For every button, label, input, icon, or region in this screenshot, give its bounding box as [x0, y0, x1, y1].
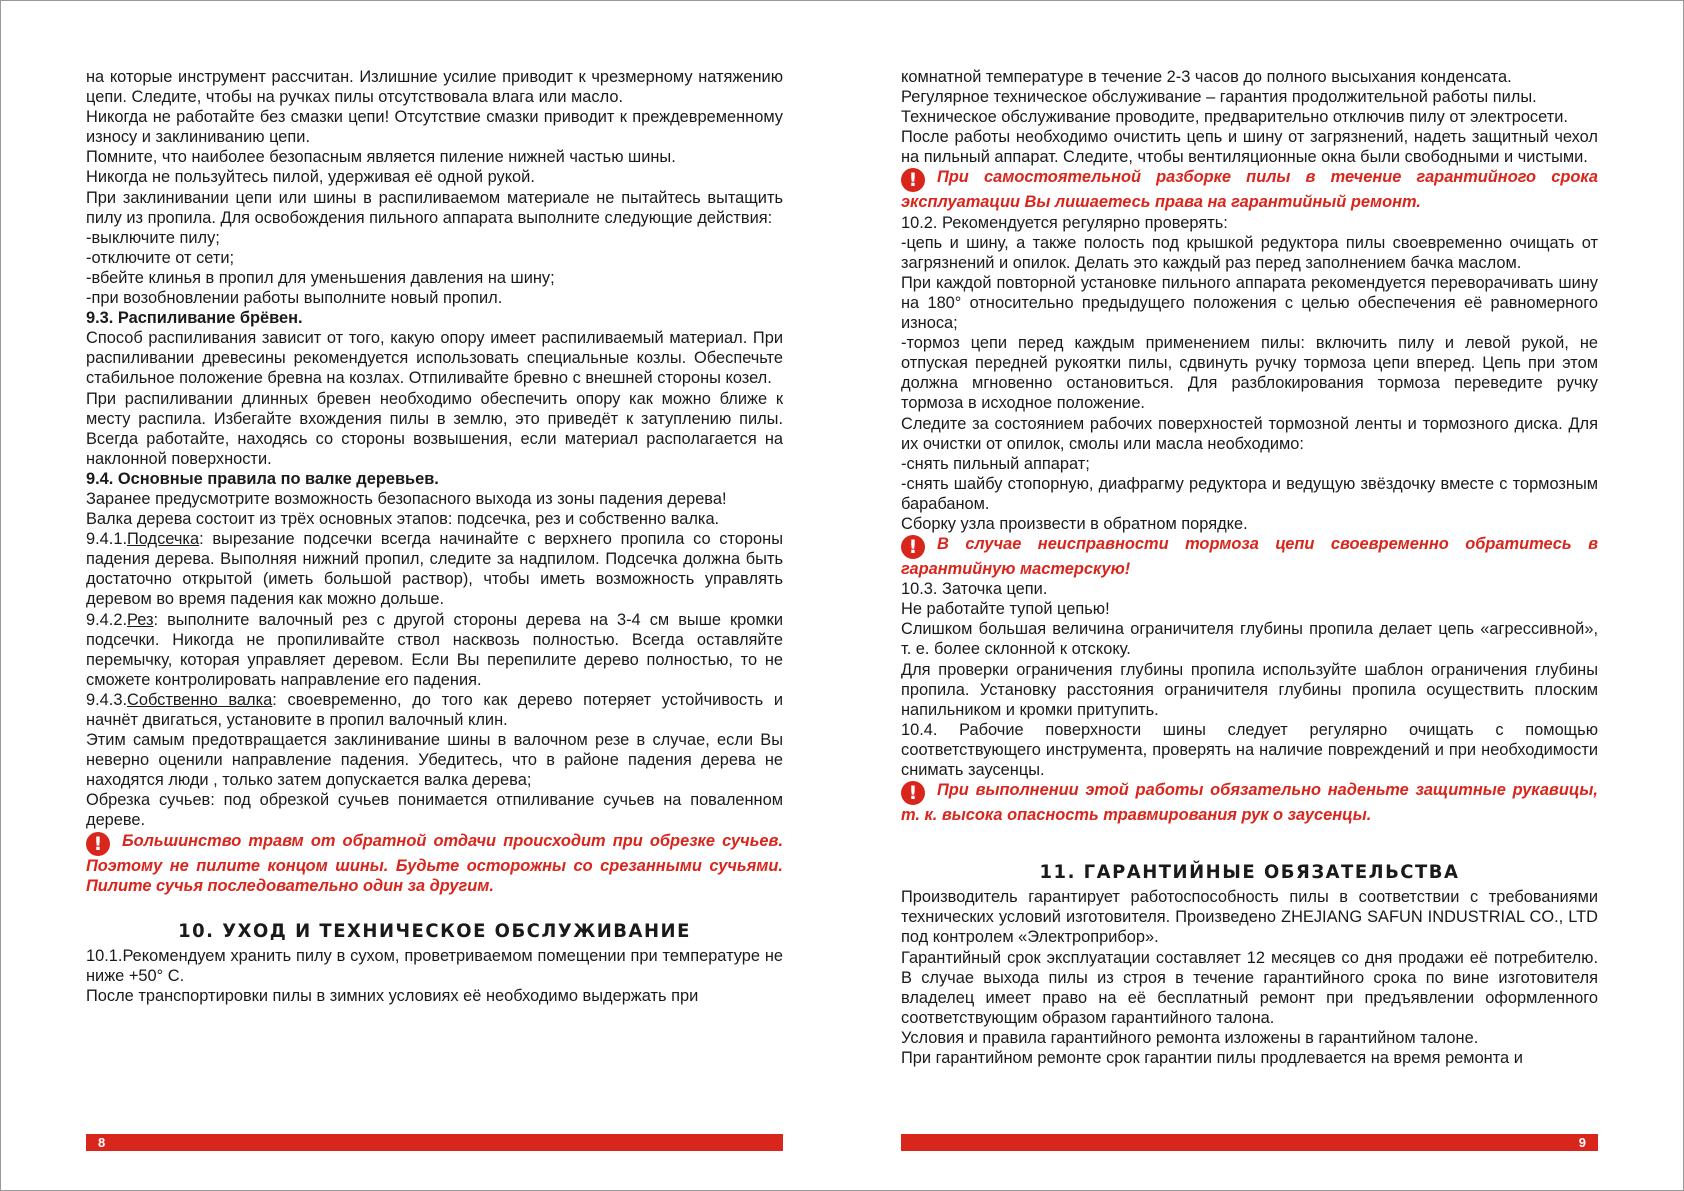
- paragraph: Гарантийный срок эксплуатации составляет 12 месяцев со дня продажи её потребителю. В случае выхода пилы из строя в течение гарантийного срока по вине изготовителя владелец имеет право на её бесплатный ремонт при предъявлении оформленного соответствующим образом гарантийного талона.: [901, 948, 1598, 1027]
- warning-note: [86, 831, 783, 896]
- paragraph: Условия и правила гарантийного ремонта изложены в гарантийном талоне.: [901, 1028, 1479, 1047]
- paragraph: 10.2. Рекомендуется регулярно проверять:: [901, 213, 1228, 232]
- warning-text: При самостоятельной разборке пилы в течение гарантийного срока эксплуатации Вы лишаетесь права на гарантийный ремонт.: [901, 168, 1598, 212]
- subsection-heading-9-4: 9.4. Основные правила по валке деревьев.: [86, 469, 439, 488]
- warning-text: При выполнении этой работы обязательно наденьте защитные рукавицы, т. к. высока опасность травмирования рук о заусенцы.: [901, 781, 1598, 825]
- item-text: : выполните валочный рез с другой стороны дерева на 3-4 см выше кромки подсечки. Никогда не пропиливайте ствол насквозь полностью. Всегда оставляйте перемычку, которая управляет деревом. Если Вы перепилите дерево полностью, то не сможете контролировать направление его падения.: [86, 610, 783, 689]
- list-item: -вбейте клинья в пропил для уменьшения давления на шину;: [86, 268, 555, 287]
- list-item: -при возобновлении работы выполните новый пропил.: [86, 289, 503, 308]
- paragraph: После работы необходимо очистить цепь и шину от загрязнений, надеть защитный чехол на пильный аппарат. Следите, чтобы вентиляционные окна были свободными и чистыми.: [901, 128, 1598, 167]
- item-number: 9.4.3.: [86, 690, 128, 709]
- paragraph: После транспортировки пилы в зимних условиях её необходимо выдержать при: [86, 987, 699, 1006]
- paragraph: При гарантийном ремонте срок гарантии пилы продлевается на время ремонта и: [901, 1049, 1523, 1068]
- item-text: : вырезание подсечки всегда начинайте с верхнего пропила со стороны падения дерева. Выполняя нижний пропил, следите за надпилом. Подсечка должна быть достаточно открытой (иметь большой раствор), чтобы иметь возможность управлять деревом во время падения как можно дольше.: [86, 530, 783, 609]
- page-right: [901, 67, 1598, 1068]
- paragraph: Для проверки ограничения глубины пропила используйте шаблон ограничения глубины пропила. Установку расстояния ограничителя глубины пропила осуществить плоским напильником и кромки притупить.: [901, 660, 1598, 719]
- section-title-11: 11. ГАРАНТИЙНЫЕ ОБЯЗАТЕЛЬСТВА: [1039, 861, 1460, 884]
- paragraph: Техническое обслуживание проводите, предварительно отключив пилу от электросети.: [901, 108, 1568, 127]
- paragraph: Регулярное техническое обслуживание – гарантия продолжительной работы пилы.: [901, 88, 1537, 107]
- paragraph: -снять пильный аппарат;: [901, 454, 1090, 473]
- page-number: 8: [98, 1135, 106, 1150]
- paragraph: Обрезка сучьев: под обрезкой сучьев понимается отпиливание сучьев на поваленном дереве.: [86, 791, 783, 830]
- paragraph: -снять шайбу стопорную, диафрагму редуктора и ведущую звёздочку вместе с тормозным барабаном.: [901, 474, 1598, 513]
- paragraph: Никогда не пользуйтесь пилой, удерживая её одной рукой.: [86, 168, 535, 187]
- paragraph-9-4-3: [86, 690, 783, 730]
- warning-note: [901, 780, 1598, 825]
- footer-bar-left: [86, 1134, 783, 1151]
- paragraph: на которые инструмент рассчитан. Излишние усилие приводит к чрезмерному натяжению цепи. Следите, чтобы на ручках пилы отсутствовала влага или масло.: [86, 68, 783, 107]
- warning-icon: !: [901, 168, 925, 192]
- warning-icon: !: [86, 832, 110, 856]
- paragraph: -тормоз цепи перед каждым применением пилы: включить пилу и левой рукой, не отпуская передней рукоятки пилы, сдвинуть ручку тормоза цепи вперед. Цепь при этом должна мгновенно остановиться. Для разблокирования тормоза переведите ручку тормоза в исходное положение.: [901, 334, 1598, 413]
- term: Подсечка: [127, 530, 200, 549]
- paragraph: Следите за состоянием рабочих поверхностей тормозной ленты и тормозного диска. Для их очистки от опилок, смолы или масла необходимо:: [901, 414, 1598, 453]
- warning-text: Большинство травм от обратной отдачи происходит при обрезке сучьев. Поэтому не пилите концом шины. Будьте осторожны со срезанными сучьями. Пилите сучья последовательно один за другим.: [86, 831, 783, 895]
- paragraph: -цепь и шину, а также полость под крышкой редуктора пилы своевременно очищать от загрязнений и опилок. Делать это каждый раз перед заполнением бачка маслом.: [901, 233, 1598, 272]
- paragraph: 10.1.Рекомендуем хранить пилу в сухом, проветриваемом помещении при температуре не ниже +50° С.: [86, 946, 783, 985]
- paragraph: 10.3. Заточка цепи.: [901, 580, 1048, 599]
- paragraph: При каждой повторной установке пильного аппарата рекомендуется переворачивать шину на 180° относительно предыдущего положения с целью обеспечения её равномерного износа;: [901, 273, 1598, 333]
- term: Рез: [127, 610, 154, 629]
- warning-icon: !: [901, 535, 925, 559]
- list-item: -отключите от сети;: [86, 248, 235, 267]
- paragraph: комнатной температуре в течение 2-3 часов до полного высыхания конденсата.: [901, 68, 1512, 86]
- warning-text: В случае неисправности тормоза цепи своевременно обратитесь в гарантийную мастерскую!: [901, 535, 1598, 579]
- paragraph: Слишком большая величина ограничителя глубины пропила делает цепь «агрессивной», т. е. более склонной к отскоку.: [901, 620, 1598, 659]
- warning-note: [901, 167, 1598, 212]
- paragraph: Производитель гарантирует работоспособность пилы в соответствии с требованиями технических условий изготовителя. Произведено ZHEJIANG SAFUN INDUSTRIAL CO., LTD под контролем «Электроприбор».: [901, 888, 1598, 947]
- warning-note: [901, 534, 1598, 579]
- page-left: [86, 67, 783, 1006]
- page-number: 9: [1578, 1135, 1586, 1150]
- warning-icon: !: [901, 781, 925, 805]
- paragraph: Заранее предусмотрите возможность безопасного выхода из зоны падения дерева!: [86, 489, 727, 508]
- paragraph-9-4-2: [86, 610, 783, 690]
- paragraph: Помните, что наиболее безопасным является пиление нижней частью шины.: [86, 148, 676, 167]
- paragraph: 10.4. Рабочие поверхности шины следует регулярно очищать с помощью соответствующего инструмента, проверять на наличие повреждений и при необходимости снимать заусенцы.: [901, 720, 1598, 779]
- paragraph: При распиливании длинных бревен необходимо обеспечить опору как можно ближе к месту распила. Избегайте вхождения пилы в землю, это приведёт к затуплению пилы. Всегда работайте, находясь со стороны возвышения, если материал располагается на наклонной поверхности.: [86, 389, 783, 468]
- paragraph: Сборку узла произвести в обратном порядке.: [901, 514, 1248, 533]
- item-number: 9.4.1.: [86, 530, 128, 549]
- item-number: 9.4.2.: [86, 610, 128, 629]
- paragraph: Этим самым предотвращается заклинивание шины в валочном резе в случае, если Вы неверно оценили направление падения. Убедитесь, что в районе падения дерева не находятся люди , только затем допускается валка дерева;: [86, 731, 783, 790]
- section-title-10: 10. УХОД И ТЕХНИЧЕСКОЕ ОБСЛУЖИВАНИЕ: [178, 920, 691, 943]
- paragraph-9-4-1: [86, 529, 783, 609]
- paragraph: Не работайте тупой цепью!: [901, 600, 1110, 619]
- paragraph: Никогда не работайте без смазки цепи! Отсутствие смазки приводит к преждевременному износу и заклиниванию цепи.: [86, 108, 783, 147]
- paragraph: Валка дерева состоит из трёх основных этапов: подсечка, рез и собственно валка.: [86, 510, 720, 529]
- term: Собственно валка: [127, 690, 273, 709]
- list-item: -выключите пилу;: [86, 228, 220, 247]
- item-text: : своевременно, до того как дерево потеряет устойчивость и начнёт двигаться, установите в пропил валочный клин.: [86, 690, 783, 729]
- subsection-heading-9-3: 9.3. Распиливание брёвен.: [86, 309, 303, 328]
- paragraph: Способ распиливания зависит от того, какую опору имеет распиливаемый материал. При распиливании древесины рекомендуется использовать специальные козлы. Обеспечьте стабильное положение бревна на козлах. Отпиливайте бревно с внешней стороны козел.: [86, 329, 783, 388]
- footer-bar-right: [901, 1134, 1598, 1151]
- paragraph: При заклинивании цепи или шины в распиливаемом материале не пытайтесь вытащить пилу из пропила. Для освобождения пильного аппарата выполните следующие действия:: [86, 188, 783, 227]
